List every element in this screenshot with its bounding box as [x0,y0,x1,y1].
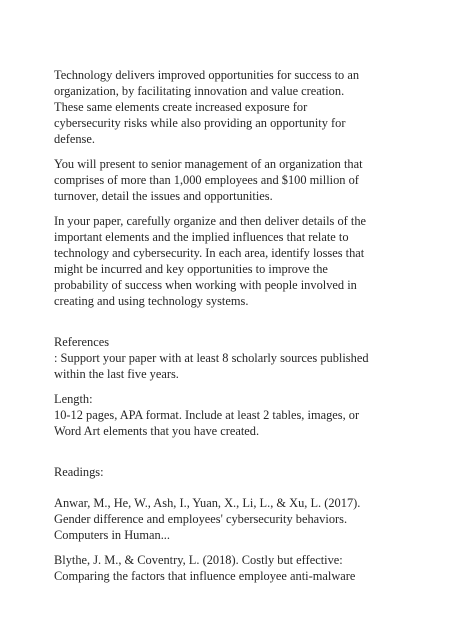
intro-line: defense. [54,132,95,146]
references-line: : Support your paper with at least 8 scholarly sources published [54,351,369,365]
intro-line: These same elements create increased exposure for [54,100,308,114]
references-line: within the last five years. [54,367,179,381]
intro-line: Technology delivers improved opportunities for success to an [54,68,360,82]
length-line: Word Art elements that you have created. [54,424,260,438]
instructions-line: probability of success when working with people involved in [54,278,357,292]
readings-heading: Readings: [54,465,104,479]
reading-citation-line: Gender difference and employees' cybersecurity behaviors. [54,512,348,526]
length-line: 10-12 pages, APA format. Include at least 2 tables, images, or [54,408,360,422]
reading-citation-line: Computers in Human... [54,528,170,542]
assignment-line: comprises of more than 1,000 employees and $100 million of [54,173,359,187]
length-heading: Length: [54,392,93,406]
instructions-line: might be incurred and key opportunities to improve the [54,262,328,276]
intro-line: organization, by facilitating innovation and value creation. [54,84,345,98]
instructions-line: technology and cybersecurity. In each area, identify losses that [54,246,365,260]
reading-citation-line: Comparing the factors that influence employee anti-malware [54,569,356,583]
instructions-line: important elements and the implied influences that relate to [54,230,349,244]
intro-line: cybersecurity risks while also providing an opportunity for [54,116,346,130]
instructions-line: In your paper, carefully organize and then deliver details of the [54,214,367,228]
reading-citation-line: Blythe, J. M., & Coventry, L. (2018). Costly but effective: [54,553,343,567]
assignment-line: turnover, detail the issues and opportunities. [54,189,273,203]
references-heading: References [54,335,110,349]
instructions-line: creating and using technology systems. [54,294,249,308]
assignment-line: You will present to senior management of an organization that [54,157,363,171]
reading-citation-line: Anwar, M., He, W., Ash, I., Yuan, X., Li, L., & Xu, L. (2017). [54,496,361,510]
